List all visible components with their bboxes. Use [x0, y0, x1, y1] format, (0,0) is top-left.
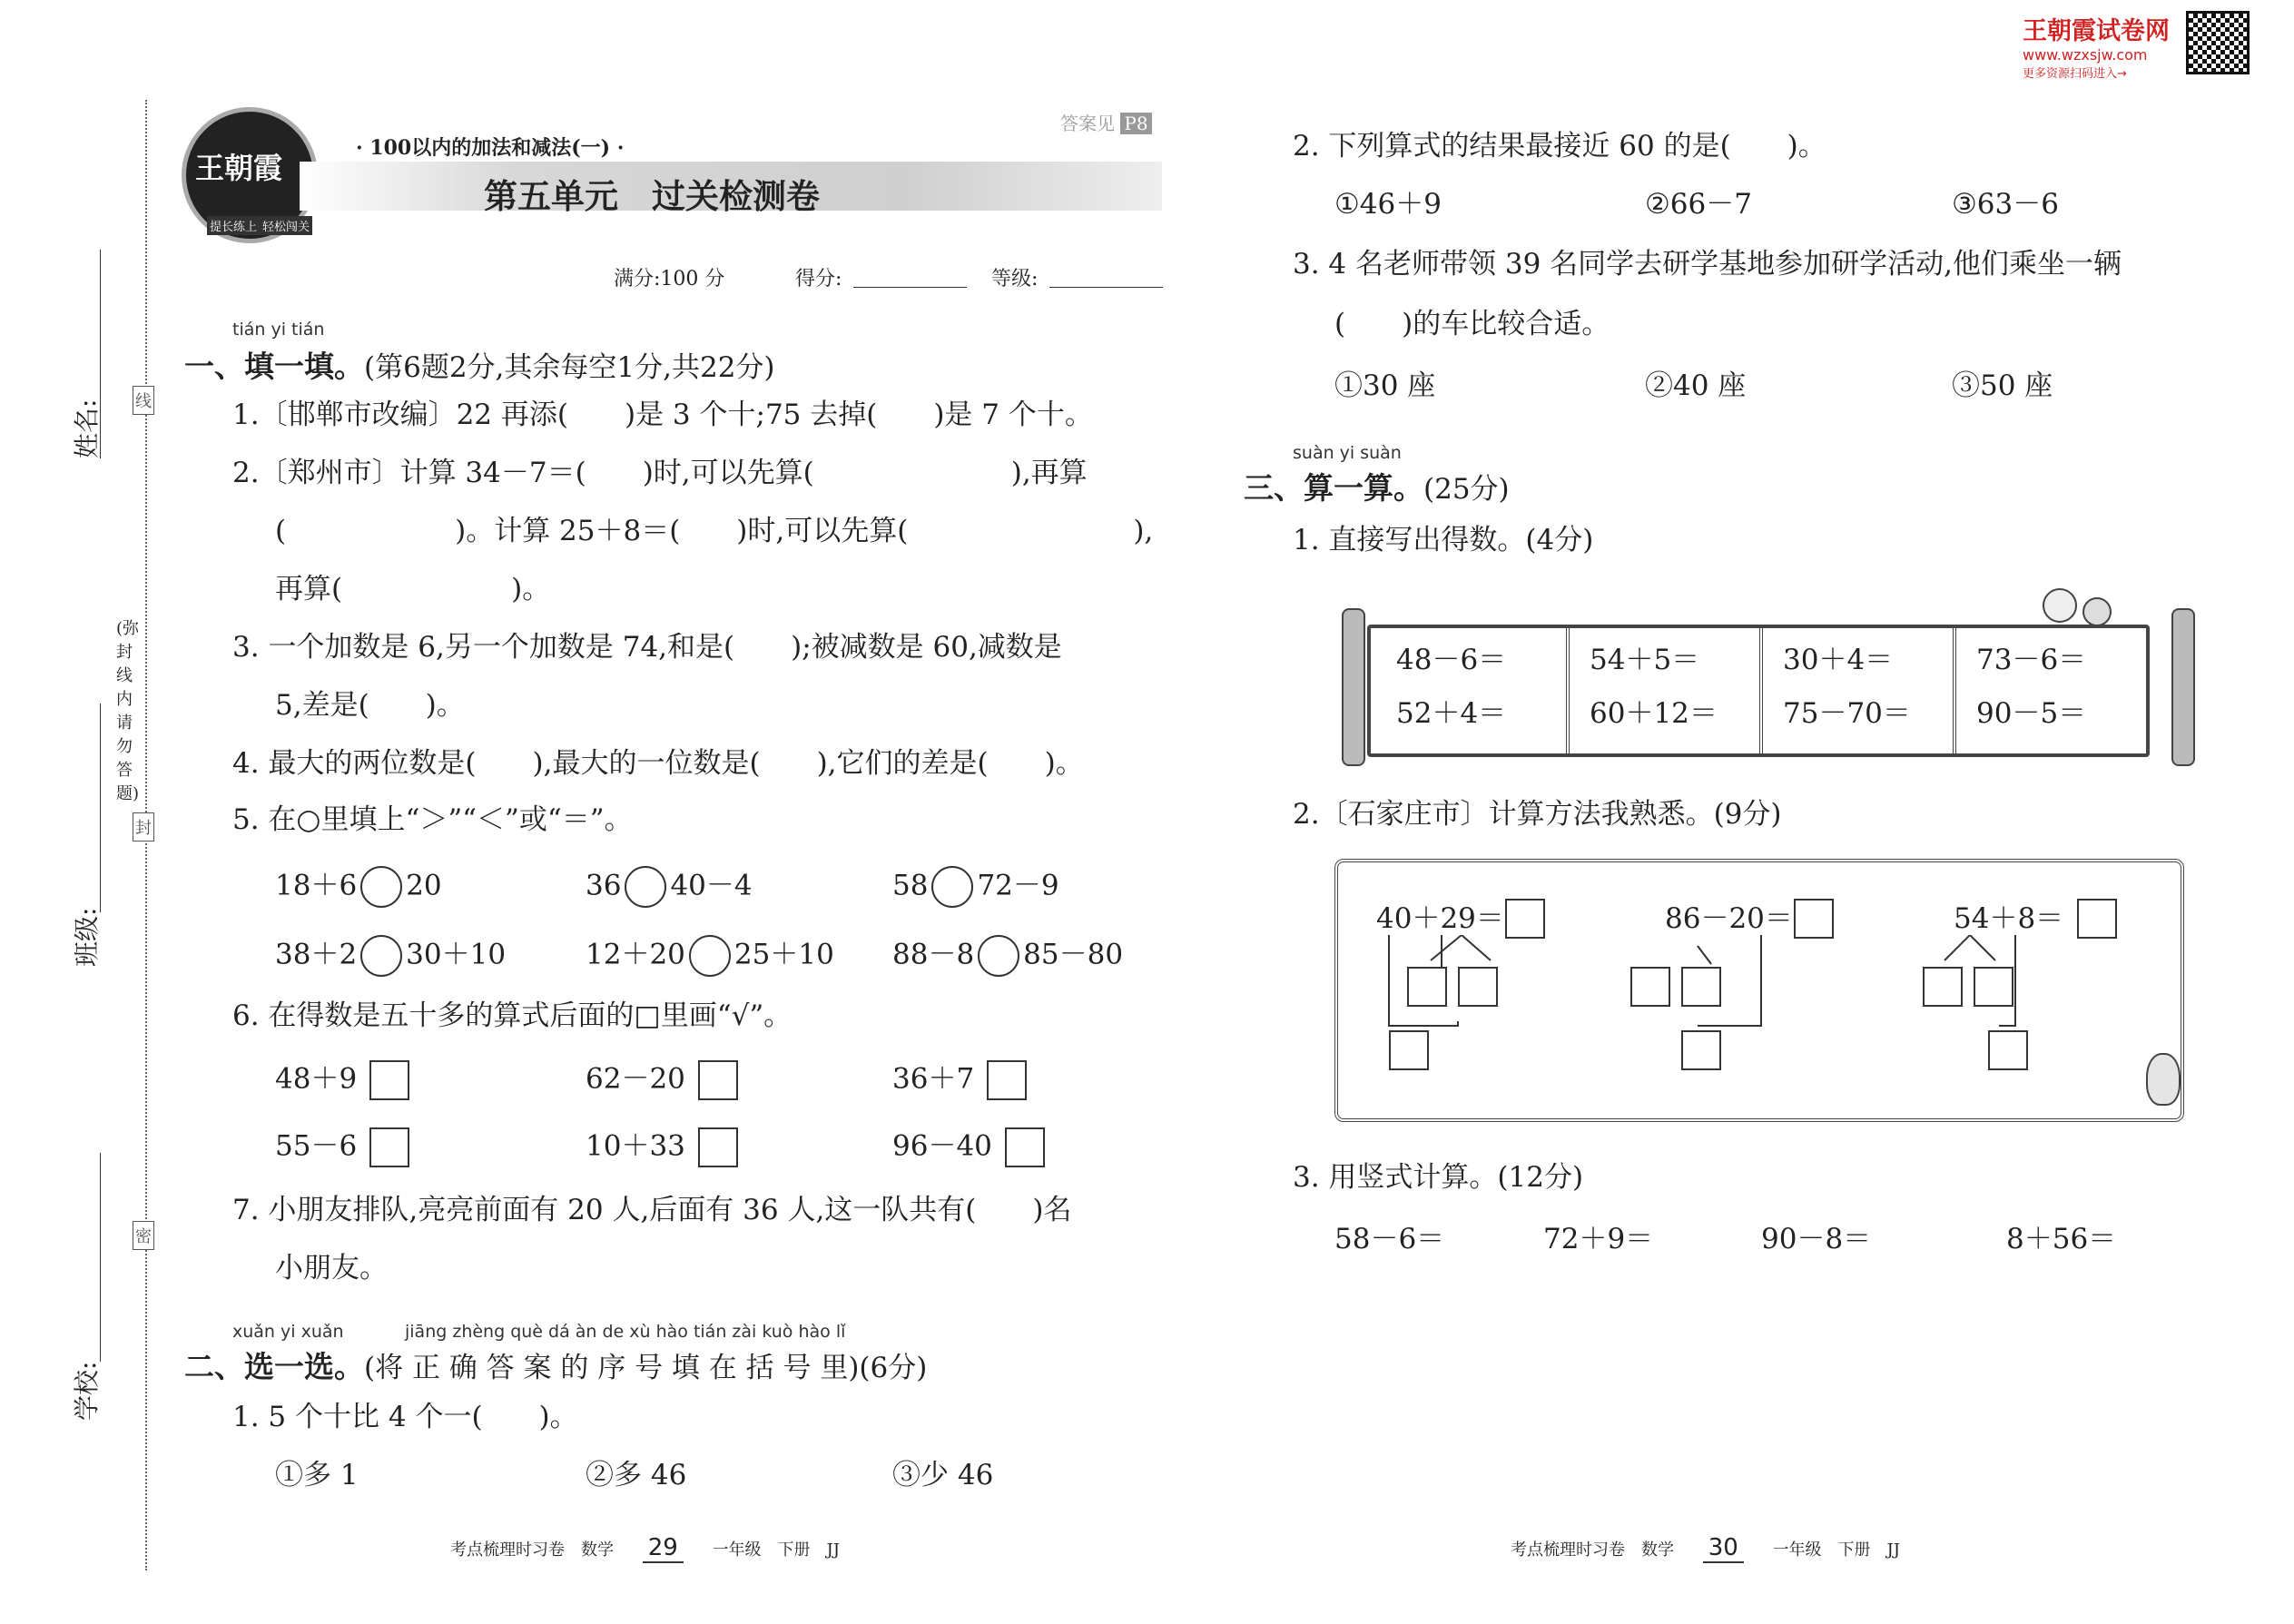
answer-ref-label: 答案见 [1060, 113, 1115, 134]
check-expr: 96－40 [892, 1129, 992, 1163]
compare-item [275, 866, 442, 908]
split-box[interactable] [1630, 967, 1670, 1007]
compare-left: 58 [892, 869, 929, 902]
s1-q7a: 7. 小朋友排队,亮亮前面有 20 人,后面有 36 人,这一队共有( )名 [232, 1194, 1072, 1226]
check-expr: 48＋9 [275, 1062, 358, 1096]
check-expr: 10＋33 [586, 1129, 685, 1163]
s2-pinyin-1: xuǎn yi xuǎn [232, 1322, 344, 1342]
logo-text: 王朝霞 [195, 151, 283, 185]
compare-circle[interactable] [931, 866, 973, 908]
compare-item [892, 866, 1059, 908]
answer-ref [1060, 109, 1152, 135]
s2-q3b: ( )的车比较合适。 [1334, 308, 1610, 340]
choice-option[interactable]: ②40 座 [1645, 369, 1747, 402]
s2-q1: 1. 5 个十比 4 个一( )。 [232, 1401, 578, 1433]
oral-calc-expr: 54＋5＝ [1590, 644, 1700, 676]
page-title: 第五单元 过关检测卷 [484, 177, 820, 216]
qr-code [2186, 11, 2250, 74]
compare-circle[interactable] [689, 935, 731, 977]
binding-name-line [100, 250, 101, 458]
compare-item [275, 935, 506, 977]
s2-title: 二、选一选。 [184, 1349, 364, 1384]
oral-calc-expr: 30＋4＝ [1783, 644, 1894, 676]
check-expr: 36＋7 [892, 1062, 975, 1096]
compare-circle[interactable] [360, 866, 402, 908]
choice-option[interactable]: ①多 1 [275, 1459, 359, 1491]
s1-title: 一、填一填。 [184, 349, 364, 384]
result-box[interactable] [1681, 1030, 1721, 1070]
check-box[interactable] [1005, 1127, 1045, 1167]
s3-title: 三、算一算。 [1244, 470, 1423, 506]
calc-method-expr: 40＋29＝ [1376, 902, 1504, 935]
footer-left [450, 1534, 840, 1561]
check-box[interactable] [987, 1060, 1027, 1100]
s3-q2: 2.〔石家庄市〕计算方法我熟悉。(9分) [1293, 798, 1782, 831]
vertical-calc-expr: 90－8＝ [1761, 1223, 1872, 1255]
split-box[interactable] [1923, 967, 1963, 1007]
result-box[interactable] [1988, 1030, 2028, 1070]
cartoon-pointer-icon [2146, 1053, 2181, 1106]
check-expr: 55－6 [275, 1129, 358, 1163]
oral-calc-board [1367, 625, 2150, 757]
compare-circle[interactable] [625, 866, 666, 908]
s3-note: (25分) [1423, 473, 1510, 506]
footer-grade: 一年级 下册 JJ [1772, 1540, 1900, 1560]
s1-q7b: 小朋友。 [275, 1252, 388, 1284]
choice-option[interactable]: ②多 46 [586, 1459, 687, 1491]
s1-q3b: 5,差是( )。 [275, 689, 465, 722]
s2-note: (将 正 确 答 案 的 序 号 填 在 括 号 里)(6分) [364, 1352, 928, 1384]
choice-option[interactable]: ②66－7 [1645, 188, 1752, 221]
vertical-calc-expr: 72＋9＝ [1543, 1223, 1654, 1255]
oral-calc-expr: 90－5＝ [1976, 697, 2087, 730]
s1-q6: 6. 在得数是五十多的算式后面的□里画“√”。 [232, 999, 793, 1032]
brand-note: 更多资源扫码进入→ [2023, 67, 2127, 81]
compare-circle[interactable] [360, 935, 402, 977]
grade-label: 等级: [991, 268, 1039, 290]
vertical-calc-expr: 58－6＝ [1334, 1223, 1445, 1255]
s1-q2c: 再算( )。 [275, 573, 551, 605]
compare-circle[interactable] [978, 935, 1019, 977]
choice-option[interactable]: ③少 46 [892, 1459, 994, 1491]
s1-q3a: 3. 一个加数是 6,另一个加数是 74,和是( );被减数是 60,减数是 [232, 631, 1062, 664]
board-post-right [2171, 608, 2195, 766]
cartoon-animal-icon [2082, 597, 2112, 626]
result-box[interactable] [1389, 1030, 1429, 1070]
s2-q2: 2. 下列算式的结果最接近 60 的是( )。 [1293, 130, 1826, 162]
split-box[interactable] [1681, 967, 1721, 1007]
compare-left: 38＋2 [275, 938, 358, 971]
check-item [586, 1127, 738, 1167]
check-expr: 62－20 [586, 1062, 685, 1096]
s1-q2b: ( )。计算 25＋8＝( )时,可以先算( ), [275, 515, 1154, 547]
s1-heading [184, 343, 775, 386]
check-box[interactable] [369, 1060, 409, 1100]
choice-option[interactable]: ①46＋9 [1334, 188, 1442, 221]
check-box[interactable] [369, 1127, 409, 1167]
oral-calc-cell [1956, 628, 2146, 753]
s1-q4: 4. 最大的两位数是( ),最大的一位数是( ),它们的差是( )。 [232, 747, 1084, 780]
s3-heading [1244, 465, 1510, 507]
s1-q1: 1.〔邯郸市改编〕22 再添( )是 3 个十;75 去掉( )是 7 个十。 [232, 399, 1093, 431]
score-field[interactable] [853, 287, 967, 288]
check-box[interactable] [698, 1060, 738, 1100]
answer-ref-page: P8 [1120, 113, 1151, 134]
score-label: 得分: [795, 268, 842, 290]
calc-method-expr: 54＋8＝ [1954, 902, 2064, 935]
oral-calc-cell [1763, 628, 1956, 753]
split-box[interactable] [1458, 967, 1498, 1007]
brand-logo [2023, 11, 2170, 81]
oral-calc-expr: 48－6＝ [1396, 644, 1507, 676]
footer-grade: 一年级 下册 JJ [712, 1540, 840, 1560]
seal-mark-line: 线 [133, 386, 154, 415]
s2-heading [184, 1343, 927, 1386]
s3-pinyin: suàn yi suàn [1293, 443, 1402, 463]
full-score: 满分:100 分 [614, 268, 725, 290]
grade-field[interactable] [1049, 287, 1163, 288]
vertical-calc-expr: 8＋56＝ [2006, 1223, 2117, 1255]
footer-book: 考点梳理时习卷 数学 [1511, 1540, 1674, 1560]
answer-box[interactable] [1794, 899, 1834, 939]
compare-left: 12＋20 [586, 938, 685, 971]
brand-name: 王朝霞试卷网 [2023, 17, 2170, 45]
s2-pinyin-2: jiāng zhèng què dá àn de xù hào tián zài kuò hào lǐ [405, 1322, 846, 1342]
split-box[interactable] [1407, 967, 1447, 1007]
s2-q3a: 3. 4 名老师带领 39 名同学去研学基地参加研学活动,他们乘坐一辆 [1293, 248, 2122, 281]
choice-option[interactable]: ③50 座 [1952, 369, 2053, 402]
s1-q5: 5. 在○里填上“＞”“＜”或“＝”。 [232, 803, 633, 836]
choice-option[interactable]: ①30 座 [1334, 369, 1436, 402]
check-item [892, 1127, 1045, 1167]
s1-pinyin: tián yi tián [232, 320, 325, 340]
compare-right: 25＋10 [733, 938, 834, 971]
s3-q3: 3. 用竖式计算。(12分) [1293, 1161, 1584, 1194]
compare-left: 18＋6 [275, 869, 358, 902]
cartoon-animal-icon [2043, 588, 2077, 623]
check-item [275, 1127, 409, 1167]
logo-motto-left: 提长练上 [207, 216, 260, 235]
split-box[interactable] [1974, 967, 2013, 1007]
oral-calc-cell [1570, 628, 1763, 753]
calc-method-expr: 86－20＝ [1665, 902, 1793, 935]
compare-right: 30＋10 [406, 938, 507, 971]
compare-item [586, 935, 834, 977]
brand-url: www.wzxsjw.com [2023, 46, 2148, 64]
board-post-left [1342, 608, 1365, 766]
footer-right [1511, 1534, 1900, 1561]
compare-right: 20 [406, 869, 442, 902]
s1-q2a: 2.〔郑州市〕计算 34－7＝( )时,可以先算( ),再算 [232, 457, 1088, 489]
check-item [586, 1060, 738, 1100]
oral-calc-expr: 73－6＝ [1976, 644, 2087, 676]
seal-mark-seal: 封 [133, 812, 154, 842]
footer-book: 考点梳理时习卷 数学 [450, 1540, 614, 1560]
compare-left: 36 [586, 869, 622, 902]
oral-calc-expr: 60＋12＝ [1590, 697, 1718, 730]
logo-motto-right: 轻松闯关 [260, 216, 312, 235]
check-box[interactable] [698, 1127, 738, 1167]
page-number: 29 [643, 1534, 684, 1563]
seal-mark-secret: 密 [133, 1221, 154, 1250]
compare-right: 40－4 [670, 869, 753, 902]
binding-school-line [100, 1153, 101, 1362]
binding-school-label: 学校: [72, 1361, 102, 1421]
s1-note: (第6题2分,其余每空1分,共22分) [364, 351, 775, 384]
compare-right: 85－80 [1023, 938, 1124, 971]
binding-name-label: 姓名: [72, 399, 102, 458]
oral-calc-cell [1371, 628, 1570, 753]
check-item [275, 1060, 409, 1100]
binding-warning: (弥封线内请勿答题) [116, 617, 136, 806]
answer-box[interactable] [2077, 899, 2117, 939]
page-number: 30 [1703, 1534, 1744, 1563]
binding-class-label: 班级: [72, 907, 102, 967]
answer-box[interactable] [1505, 899, 1545, 939]
s3-q1: 1. 直接写出得数。(4分) [1293, 524, 1594, 556]
oral-calc-expr: 52＋4＝ [1396, 697, 1507, 730]
compare-item [586, 866, 753, 908]
compare-left: 88－8 [892, 938, 975, 971]
oral-calc-expr: 75－70＝ [1783, 697, 1911, 730]
compare-item [892, 935, 1123, 977]
header-subtitle: · 100以内的加法和减法(一) · [356, 136, 625, 160]
check-item [892, 1060, 1027, 1100]
binding-class-line [100, 704, 101, 912]
compare-right: 72－9 [977, 869, 1059, 902]
choice-option[interactable]: ③63－6 [1952, 188, 2059, 221]
